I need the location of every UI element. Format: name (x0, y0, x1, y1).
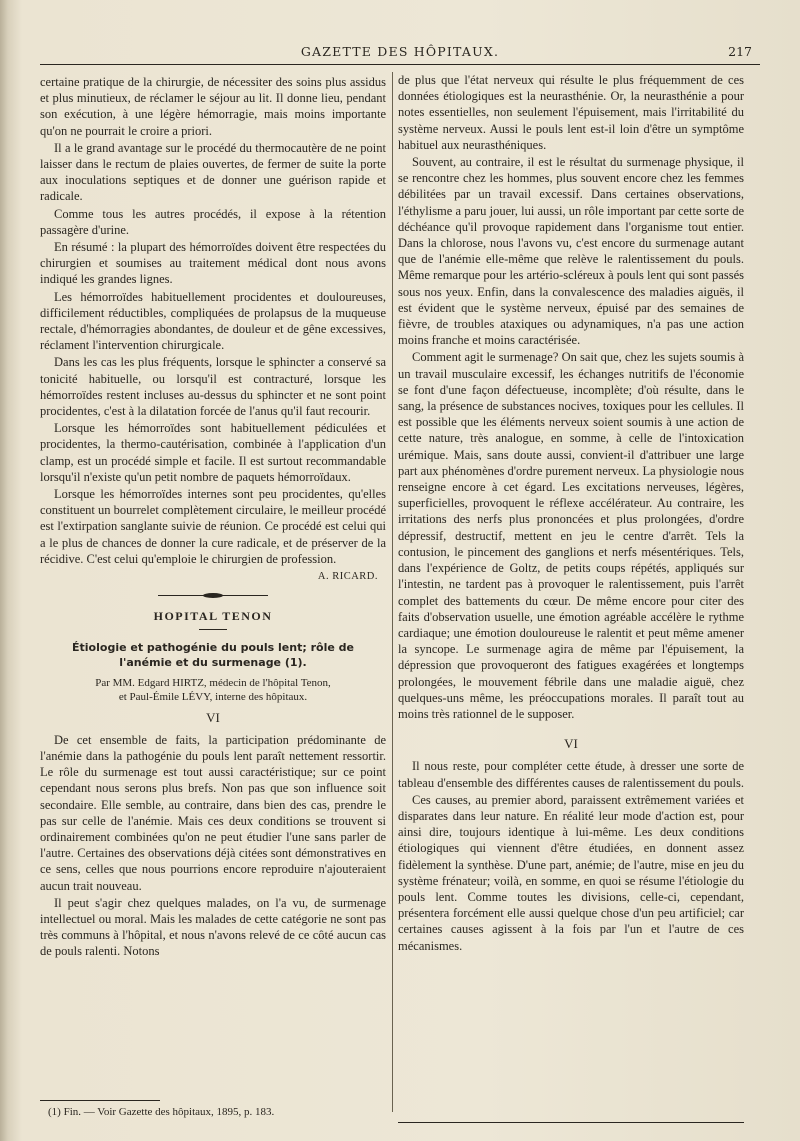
paragraph: Souvent, au contraire, il est le résultat du surmenage physique, il se rencontre chez les hommes, plus souvent encore chez les femmes débilitées par un travail excessif. Dans certaines observations, l'éthylisme a paru jouer, lui aussi, un rôle important par cette sorte de déchéance qu'il provoque rapidement dans l'organisme tout entier. Dans la chlorose, nous l'avons vu, c'est encore du surmenage autant que de l'anémie elle-même que relève le ralentissement du pouls. Même remarque pour les artério-scléreux à pouls lent qui sont passés sous nos yeux. Enfin, dans la convalescence des maladies aiguës, il est évident que le système nerveux, épuisé par des semaines de fièvre, de troubles ataxiques ou adynamiques, n'a pas une action moins franche et moins caractérisée. (398, 155, 744, 348)
paragraph: Comment agit le surmenage? On sait que, chez les sujets soumis à un travail musculaire excessif, les échanges nutritifs de l'économie se font d'une façon défectueuse, incomplète; d'où résulte, dans le sang, la présence de substances nocives, toxiques pour les cellules. Il est possible que les éléments nerveux soient soumis à une action de cette nature, très analogue, en somme, à celle de l'intoxication urémique. Mais, sans doute aussi, convient-il d'attribuer une large part aux phénomènes d'ordre purement nerveux. La physiologie nous renseigne encore à cet égard. Les excitations nerveuses, légères, superficielles, provoquent le réflexe accélérateur. Au contraire, les irritations des nerfs plus prononcées et plus prolongées, d'ordre dépressif, destructif, mettent en jeu le centre d'arrêt. Tels la contusion, le pincement des ganglions et nerfs mésentériques. Tels, dans l'expérience de Goltz, de petits coups répétés, appliqués sur l'intestin, ne tardent pas à provoquer le ralentissement, puis l'arrêt complet des battements du cœur. De même encore pour citer des faits d'observation usuelle, une émotion agréable accélère le rythme cardiaque; une émotion douloureuse le ralentit et peut même amener la syncope. Le surmenage agira de même par l'épuisement, la dépression que provoqueront des fatigues exagérées et longtemps prolongées, le mouvement fébrile dans une maladie aiguë, chez quelques-uns même, les préoccupations morales. Il paraît tout au moins très rationnel de le supposer. (398, 350, 744, 721)
bottom-rule (398, 1122, 744, 1123)
section-separator (158, 595, 268, 596)
right-column (398, 72, 744, 955)
paragraph: Lorsque les hémorroïdes sont habituellement pédiculées et procidentes, la thermo-cautérisation, combinée à l'application d'un clamp, est un procédé simple et facile. Il est surtout recommandable lorsqu'il n'existe qu'un petit nombre de paquets hémorroïdaux. (40, 421, 386, 484)
column-divider (392, 72, 393, 1112)
paragraph: Les hémorroïdes habituellement procidentes et douloureuses, difficilement réductibles, compliquées de prolapsus de la muqueuse rectale, d'hémorragies abondantes, de douleur et de gêne excessives, réclament l'intervention chirurgicale. (40, 289, 386, 353)
hospital-heading: HOPITAL TENON (153, 609, 273, 624)
authors-line: et Paul-Émile LÉVY, interne des hôpitaux. (118, 690, 308, 703)
authors-line: Par MM. Edgard HIRTZ, médecin de l'hôpital Tenon, (95, 676, 331, 689)
paragraph: De cet ensemble de faits, la participation prédominante de l'anémie dans la pathogénie du pouls lent paraît nettement ressortir. Le rôle du surmenage est tout aussi caractéristique; sur ce point cependant nous serons plus brefs. Non pas que son influence soit secondaire. Elle semble, au contraire, dans bien des cas, prendre le pas sur celle de l'anémie. Mais ces deux conditions se trouvent si ordinairement combinées qu'on ne peut étudier l'une sans parler de l'autre. Certaines des observations déjà citées sont démonstratives en ce sens, celles que nous pourrions encore reproduire n'ajouteraient aucun trait nouveau. (40, 732, 386, 893)
paragraph: Dans les cas les plus fréquents, lorsque le sphincter a conservé sa tonicité habituelle, ou lorsqu'il est contracturé, lorsque les hémorroïdes restent incluses au-dessus du sphincter et ne sont point procidentes, c'est à la dilatation forcée de l'anus qu'il faut recourir. (40, 355, 386, 419)
paragraph: Comme tous les autres procédés, il expose à la rétention passagère d'urine. (40, 206, 386, 237)
footnote: (1) Fin. — Voir Gazette des hôpitaux, 1895, p. 183. (48, 1106, 275, 1118)
paragraph: Il a le grand avantage sur le procédé du thermocautère de ne point laisser dans le rectum de plaies ouvertes, de fermer de suite la porte aux inoculations septiques et de donner une guérison rapide et radicale. (40, 140, 386, 204)
paragraph: certaine pratique de la chirurgie, de nécessiter des soins plus assidus et plus minutieux, de réclamer le séjour au lit. Il donne lieu, pendant son exécution, à une légère hémorragie, mais moins importante qu'on ne pourrait le croire a priori. (40, 75, 386, 138)
article-title: Étiologie et pathogénie du pouls lent; rôle de l'anémie et du surmenage (1). (72, 640, 354, 669)
paragraph: de plus que l'état nerveux qui résulte le plus fréquemment de ces données étiologiques est la neurasthénie. Or, la neurasthénie a pour notes essentielles, non seulement l'épuisement, mais l'irritabilité du système nerveux. Aussi le pouls lent est-il loin d'être un symptôme habituel aux neurasthéniques. (398, 73, 744, 152)
paragraph: Il peut s'agir chez quelques malades, on l'a vu, de surmenage intellectuel ou moral. Mais les malades de cette catégorie ne sont pas très communs à l'hôpital, et nous n'avons relevé de ce côté aucun cas de pouls ralenti. Notons (40, 895, 386, 959)
page-header (40, 44, 760, 66)
left-column (40, 74, 386, 961)
section-number: VI (564, 736, 578, 752)
paragraph: En résumé : la plupart des hémorroïdes doivent être respectées du chirurgien et soumises au traitement médical dont nous avons indiqué les grandes lignes. (40, 240, 386, 287)
section-number: VI (206, 709, 220, 725)
paragraph: Lorsque les hémorroïdes internes sont peu procidentes, qu'elles constituent un bourrelet complètement circulaire, le meilleur procédé est l'extirpation sanglante suivie de réunion. Ce procédé est celui qui a le plus de chances de donner la cure radicale, et de préserver de la récidive. C'est celui qu'emploie le chirurgien de profession. (40, 487, 386, 566)
paragraph: Ces causes, au premier abord, paraissent extrêmement variées et disparates dans leur nature. En réalité leur mode d'action est, pour ainsi dire, toujours identique à lui-même. Les deux conditions étiologiques qui viennent d'être étudiées, en donnent assez fidèlement la synthèse. D'une part, anémie; de l'autre, mise en jeu du système frénateur; voilà, en somme, en quoi se résume l'étiologie du pouls lent. Comme toutes les divisions, celle-ci, cependant, présentera forcément elle aussi quelque chose d'un peu artificiel; car certaines causes agissent à la fois par l'un et l'autre de ces mécanismes. (398, 792, 744, 953)
page-number: 217 (728, 44, 752, 59)
authors (40, 676, 386, 704)
paragraph: Il nous reste, pour compléter cette étude, à dresser une sorte de tableau d'ensemble des différentes causes de ralentissement du pouls. (398, 759, 745, 790)
running-title: GAZETTE DES HÔPITAUX. (300, 44, 500, 59)
short-rule (199, 629, 227, 630)
header-rule (40, 64, 760, 65)
author-signature: A. RICARD. (317, 571, 378, 583)
footnote-rule (40, 1100, 160, 1101)
